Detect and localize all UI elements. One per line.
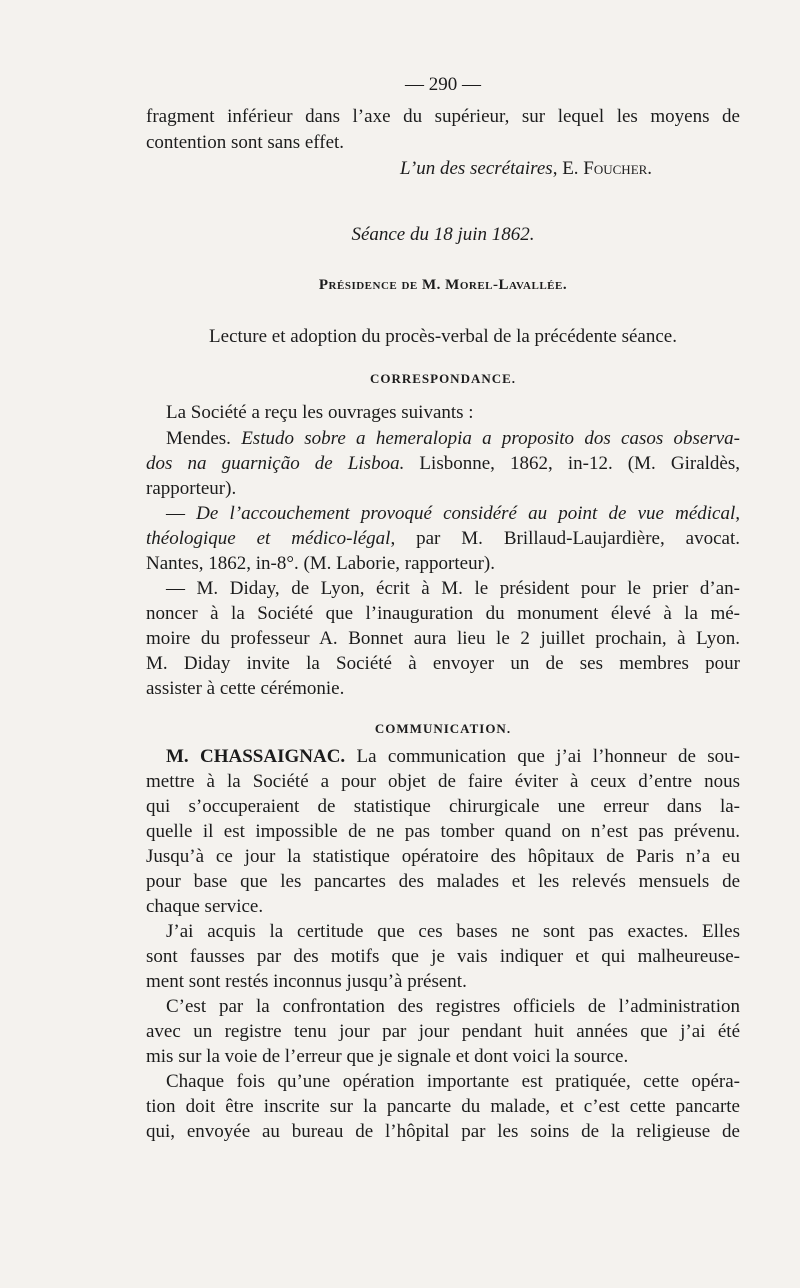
secretary-signature — [400, 158, 690, 180]
item2-dash: — — [166, 503, 197, 524]
para2-line-3: ment sont restés inconnus jusqu’à présent. — [146, 971, 467, 992]
item1-title-part2: dos na guarnição de Lisboa. — [146, 453, 405, 474]
item1-title-part1: Estudo sobre a hemeralopia a proposito dos casos observa- — [241, 428, 740, 449]
item1-author: Mendes. — [166, 428, 242, 449]
para3-line-1: C’est par la confrontation des registres officiels de l’administration — [166, 996, 740, 1017]
para2-line-1: J’ai acquis la certitude que ces bases ne sont pas exactes. Elles — [166, 921, 740, 942]
signature-name: , E. Foucher. — [552, 158, 653, 179]
diday-line-4: M. Diday invite la Société à envoyer un de ses membres pour — [146, 653, 740, 674]
item1-line-1 — [166, 428, 740, 450]
item2-line-2 — [146, 528, 740, 550]
comm-line-3: qui s’occuperaient de statistique chirurgicale une erreur dans la- — [146, 796, 740, 817]
comm-line-5: Jusqu’à ce jour la statistique opératoire des hôpitaux de Paris n’a eu — [146, 846, 740, 867]
para4-line-2: tion doit être inscrite sur la pancarte du malade, et c’est cette pancarte — [146, 1096, 740, 1117]
diday-line-1: — M. Diday, de Lyon, écrit à M. le président pour le prier d’an- — [166, 578, 740, 599]
diday-line-2: noncer à la Société que l’inauguration du monument élevé à la mé- — [146, 603, 740, 624]
page-number: — 290 — — [405, 74, 481, 95]
diday-line-5: assister à cette cérémonie. — [146, 678, 345, 699]
para4-line-3: qui, envoyée au bureau de l’hôpital par les soins de la religieuse de — [146, 1121, 740, 1142]
presidence-line: Présidence de M. Morel-Lavallée. — [318, 277, 568, 293]
comm-line-1 — [166, 746, 740, 768]
opening-line-2: contention sont sans effet. — [146, 132, 345, 153]
comm-line-7: chaque service. — [146, 896, 264, 917]
item1-line-2 — [146, 453, 740, 475]
correspondance-heading: CORRESPONDANCE. — [369, 371, 517, 386]
seance-title: Séance du 18 juin 1862. — [351, 224, 535, 245]
item2-rest: , par M. Brillaud-Laujardière, avocat. — [390, 528, 740, 549]
para4-line-1: Chaque fois qu’une opération importante est pratiquée, cette opéra- — [166, 1071, 740, 1092]
comm-line-4: quelle il est impossible de ne pas tomber quand on n’est pas prévenu. — [146, 821, 740, 842]
item1-line-3: rapporteur). — [146, 478, 237, 499]
signature-prefix: L’un des secrétaires — [400, 158, 553, 179]
item2-title-part2: théologique et médico-légal — [146, 528, 391, 549]
item2-line-3: Nantes, 1862, in-8°. (M. Laborie, rapporteur). — [146, 553, 495, 574]
comm-first-rest: La communication que j’ai l’honneur de sou- — [345, 746, 740, 767]
comm-line-6: pour base que les pancartes des malades et les relevés mensuels de — [146, 871, 740, 892]
para2-line-2: sont fausses par des motifs que je vais indiquer et qui malheureuse- — [146, 946, 740, 967]
para3-line-2: avec un registre tenu jour par jour pendant huit années que j’ai été — [146, 1021, 740, 1042]
para3-line-3: mis sur la voie de l’erreur que je signale et dont voici la source. — [146, 1046, 629, 1067]
communication-heading: COMMUNICATION. — [374, 721, 512, 736]
lecture-line: Lecture et adoption du procès-verbal de la précédente séance. — [209, 326, 677, 347]
correspondance-intro: La Société a reçu les ouvrages suivants : — [166, 402, 474, 423]
item1-rest: Lisbonne, 1862, in-12. (M. Giraldès, — [404, 453, 740, 474]
item2-title-part1: De l’accouchement provoqué considéré au point de vue médical, — [196, 503, 740, 524]
comm-line-2: mettre à la Société a pour objet de faire éviter à ceux d’entre nous — [146, 771, 740, 792]
item2-line-1 — [166, 503, 740, 525]
speaker-name: M. CHASSAIGNAC. — [166, 746, 346, 767]
diday-line-3: moire du professeur A. Bonnet aura lieu le 2 juillet prochain, à Lyon. — [146, 628, 740, 649]
opening-line-1: fragment inférieur dans l’axe du supérieur, sur lequel les moyens de — [146, 106, 740, 127]
